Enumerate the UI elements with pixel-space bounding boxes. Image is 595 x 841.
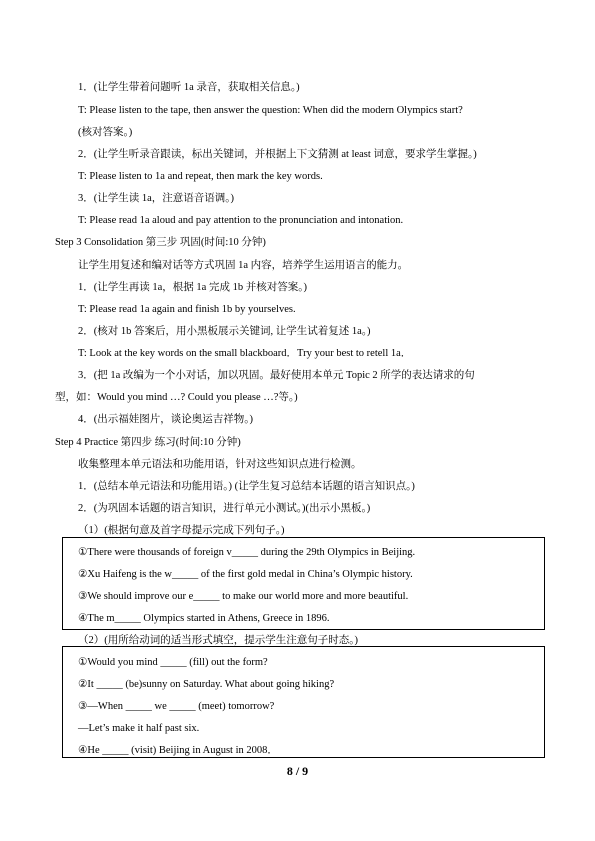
paragraph-6: 3．(让学生读 1a，注意语音语调。) — [78, 193, 235, 204]
exercise-1-item-2: ②Xu Haifeng is the w_____ of the first gold medal in China’s Olympic history. — [78, 569, 413, 580]
paragraph-18: 收集整理本单元语法和功能用语，针对这些知识点进行检测。 — [78, 459, 362, 470]
exercise-2-item-4: ④He _____ (visit) Beijing in August in 2008． — [78, 745, 278, 756]
exercise-1-item-1: ①There were thousands of foreign v_____ during the 29th Olympics in Beijing. — [78, 547, 416, 558]
paragraph-11: T: Please read 1a again and finish 1b by yourselves. — [78, 304, 296, 315]
paragraph-9: 让学生用复述和编对话等方式巩固 1a 内容，培养学生运用语言的能力。 — [78, 260, 409, 271]
exercise-2-item-1: ①Would you mind _____ (fill) out the form? — [78, 657, 268, 668]
exercise-1-heading: （1）(根据句意及首字母提示完成下列句子。) — [78, 525, 285, 536]
paragraph-5: T: Please listen to 1a and repeat, then mark the key words. — [78, 171, 323, 182]
paragraph-3: (核对答案。) — [78, 127, 133, 138]
exercise-2-heading: （2）(用所给动词的适当形式填空，提示学生注意句子时态。) — [78, 635, 358, 646]
step-3-heading: Step 3 Consolidation 第三步 巩固(时间:10 分钟) — [55, 237, 266, 248]
paragraph-4: 2．(让学生听录音跟读，标出关键词，并根据上下文猜测 at least 词意，要求学生掌握。) — [78, 149, 477, 160]
exercise-2-item-3: ③—When _____ we _____ (meet) tomorrow? — [78, 701, 275, 712]
exercise-1-item-3: ③We should improve our e_____ to make our world more and more beautiful. — [78, 591, 409, 602]
paragraph-20: 2．(为巩固本话题的语言知识，进行单元小测试。)(出示小黑板。) — [78, 503, 371, 514]
paragraph-10: 1．(让学生再读 1a，根据 1a 完成 1b 并核对答案。) — [78, 282, 307, 293]
paragraph-16: 4．(出示福娃图片，谈论奥运吉祥物。) — [78, 414, 253, 425]
paragraph-12: 2．(核对 1b 答案后，用小黑板展示关键词, 让学生试着复述 1a。) — [78, 326, 371, 337]
paragraph-1: 1．(让学生带着问题听 1a 录音，获取相关信息。) — [78, 82, 300, 93]
exercise-2-item-3-reply: —Let’s make it half past six. — [78, 723, 200, 734]
paragraph-2: T: Please listen to the tape, then answer the question: When did the modern Olympics start? — [78, 105, 463, 116]
exercise-2-item-2: ②It _____ (be)sunny on Saturday. What about going hiking? — [78, 679, 335, 690]
step-4-heading: Step 4 Practice 第四步 练习(时间:10 分钟) — [55, 437, 241, 448]
exercise-1-item-4: ④The m_____ Olympics started in Athens, Greece in 1896. — [78, 613, 330, 624]
paragraph-14: 3．(把 1a 改编为一个小对话，加以巩固。最好使用本单元 Topic 2 所学的表达请求的句 — [78, 370, 475, 381]
paragraph-13: T: Look at the key words on the small blackboard．Try your best to retell 1a． — [78, 348, 412, 359]
paragraph-15: 型，如：Would you mind …? Could you please …?等。) — [55, 392, 298, 403]
paragraph-7: T: Please read 1a aloud and pay attention to the pronunciation and intonation. — [78, 215, 404, 226]
paragraph-19: 1．(总结本单元语法和功能用语。) (让学生复习总结本话题的语言知识点。) — [78, 481, 415, 492]
page-number: 8 / 9 — [286, 764, 309, 778]
